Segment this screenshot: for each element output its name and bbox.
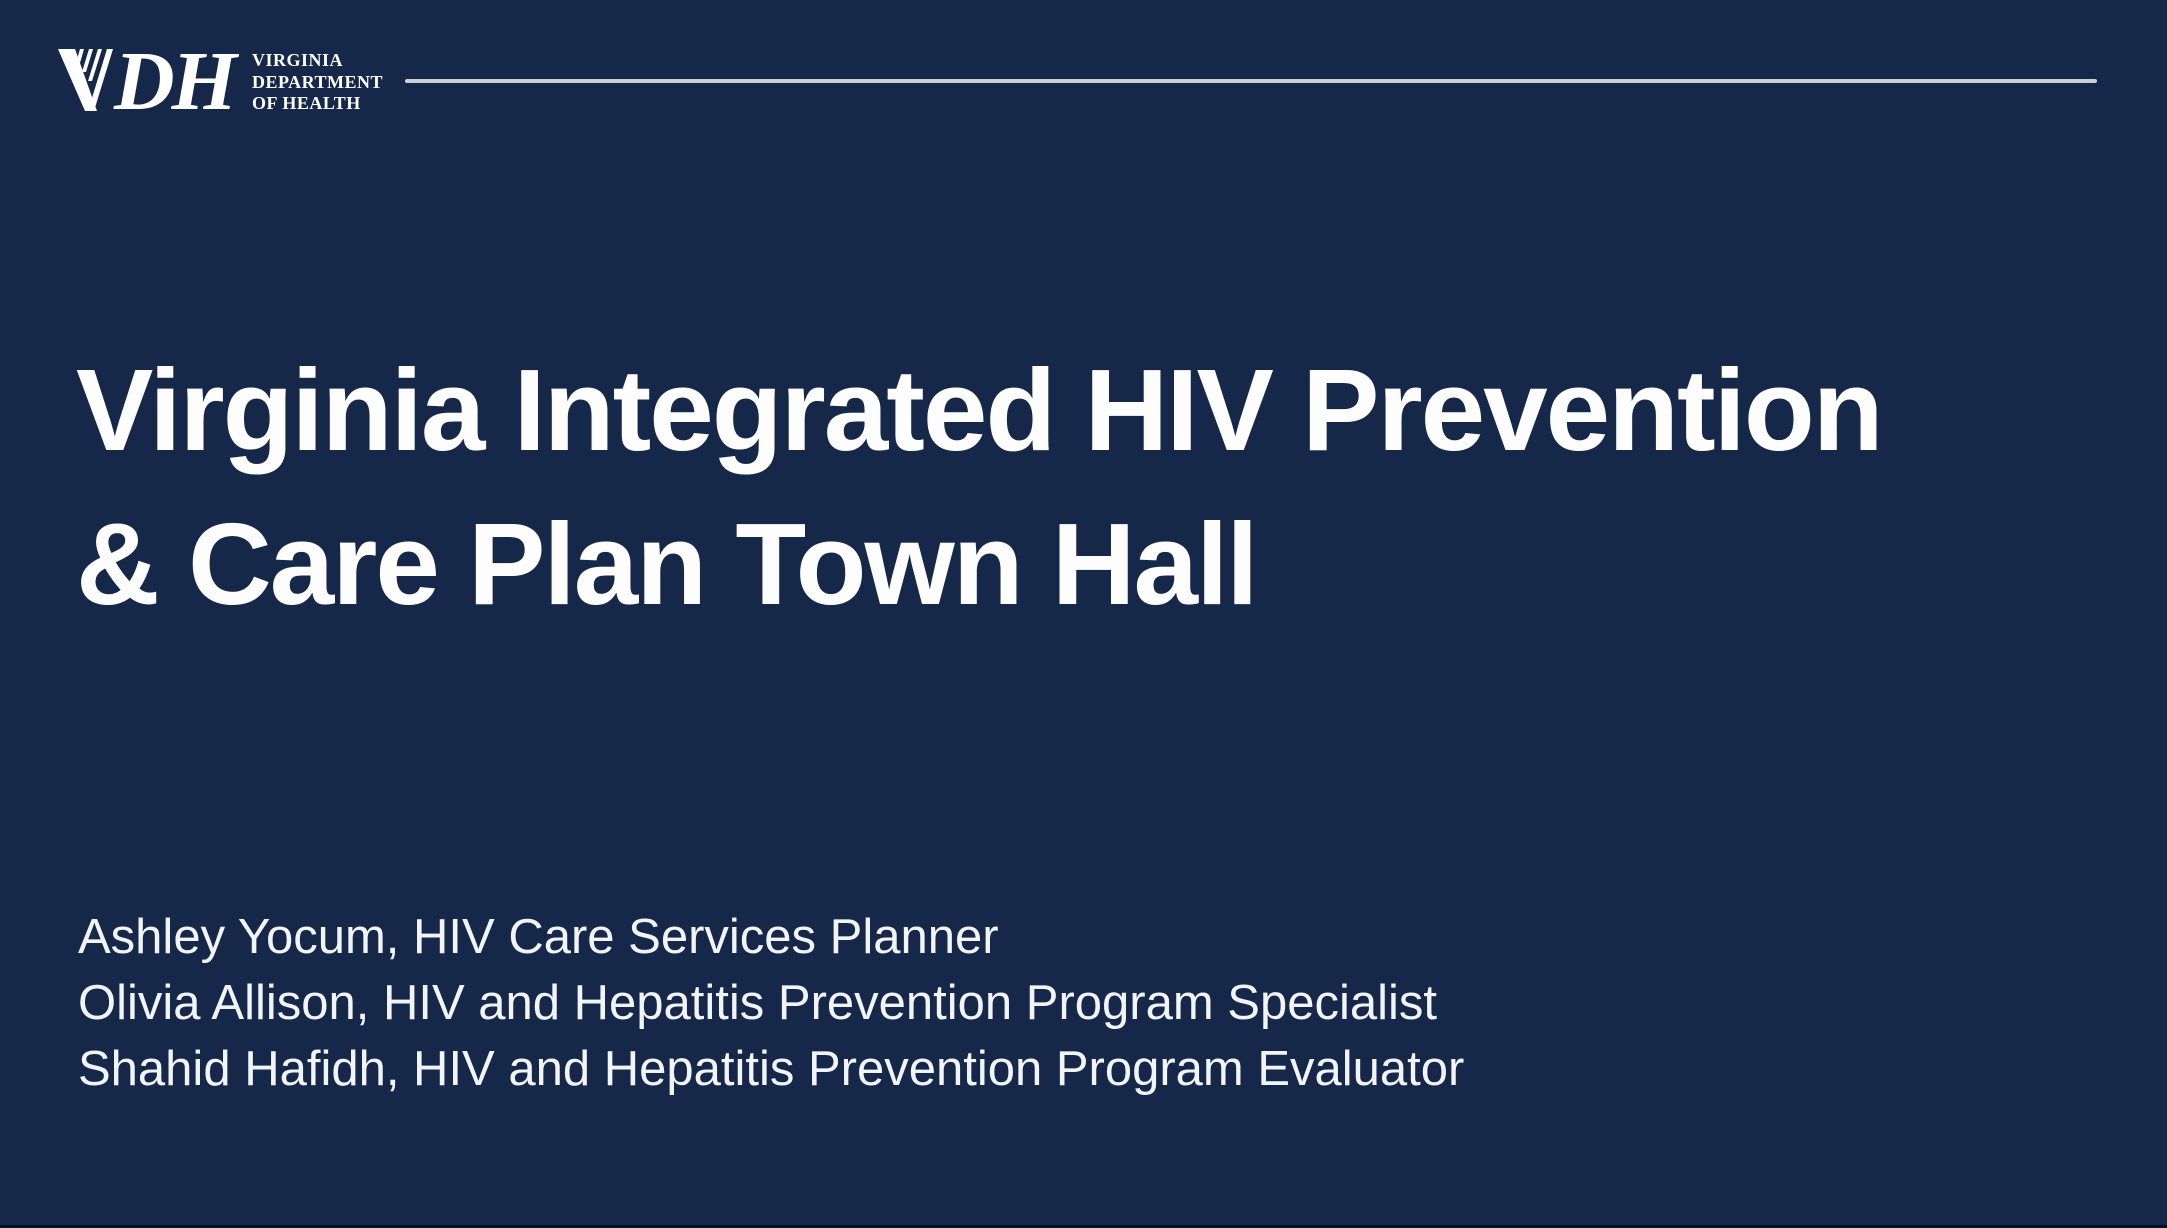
org-name-line1: VIRGINIA xyxy=(252,50,344,70)
header-divider-line xyxy=(405,79,2097,83)
presenter-line: Olivia Allison, HIV and Hepatitis Prevention Program Specialist xyxy=(78,976,1438,1030)
presenter-line: Shahid Hafidh, HIV and Hepatitis Prevention Program Evaluator xyxy=(78,1042,1465,1096)
org-name-line3: OF HEALTH xyxy=(252,93,361,112)
presenter-line: Ashley Yocum, HIV Care Services Planner xyxy=(78,910,999,964)
slide-title xyxy=(76,333,2116,641)
vdh-logo-graphic xyxy=(56,48,396,112)
vdh-acronym-dh: DH xyxy=(114,48,234,112)
presenter-list xyxy=(78,904,1464,1102)
org-name-line2: DEPARTMENT xyxy=(252,72,384,92)
slide-title-line2: & Care Plan Town Hall xyxy=(76,499,1257,629)
slide-title-line1: Virginia Integrated HIV Prevention xyxy=(76,345,1882,475)
vdh-logo xyxy=(56,48,396,112)
vdh-v-icon xyxy=(58,49,113,111)
